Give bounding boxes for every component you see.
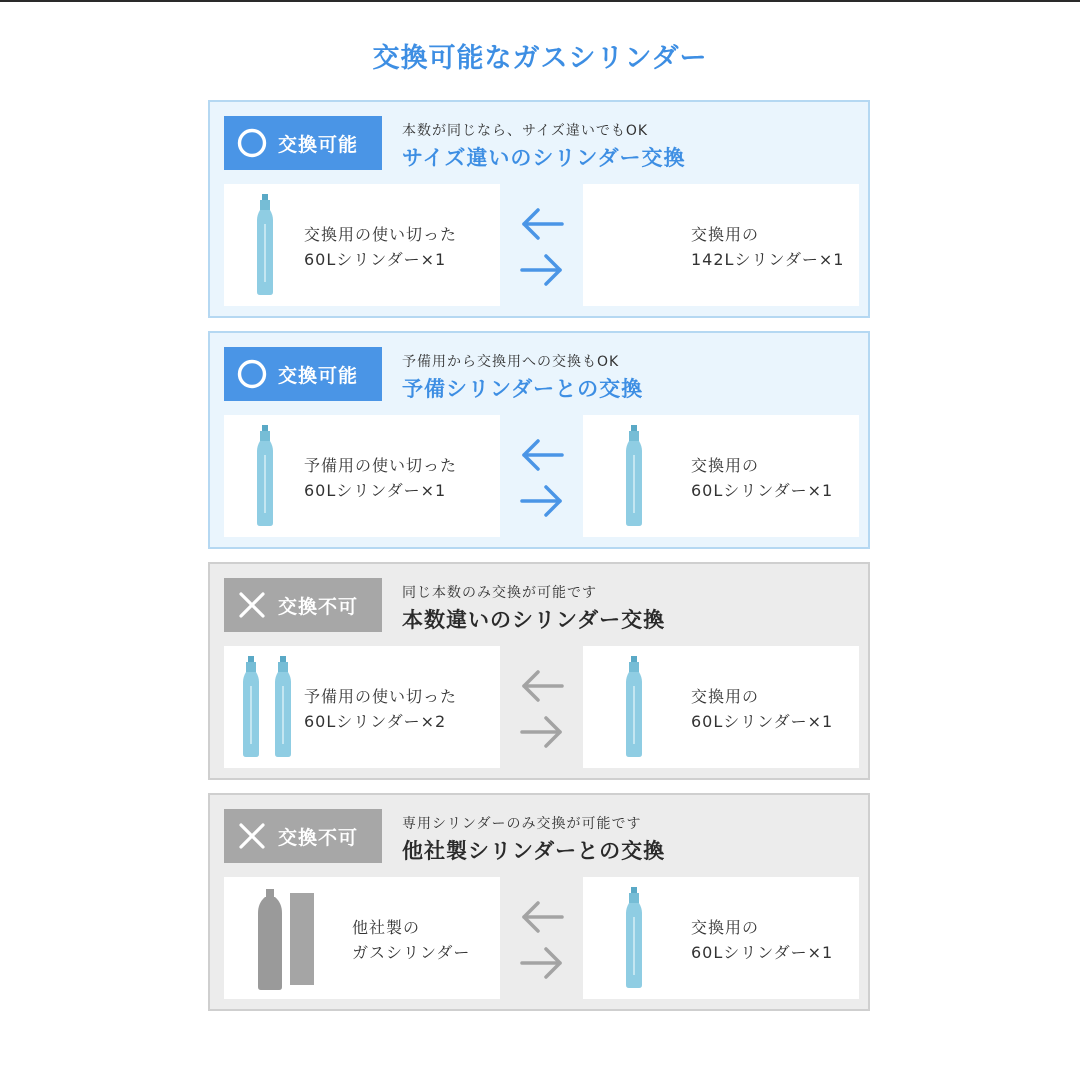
- card-headline: 他社製シリンダーとの交換: [402, 839, 666, 863]
- exchange-to-text: [691, 684, 833, 734]
- card-headline: 予備シリンダーとの交換: [402, 377, 644, 401]
- exchange-to-line1: 交換用の: [691, 918, 760, 937]
- exchange-to-text: [691, 453, 833, 503]
- page-title: 交換可能なガスシリンダー: [372, 43, 708, 74]
- status-badge-ng: [224, 809, 382, 863]
- exchange-card-other-brand: [208, 793, 870, 1011]
- exchange-to-line1: 交換用の: [691, 456, 760, 475]
- status-badge-ng: [224, 578, 382, 632]
- card-headline: 本数違いのシリンダー交換: [402, 608, 666, 632]
- exchange-to-box: [583, 646, 859, 768]
- exchange-from-box: [224, 415, 500, 537]
- exchange-to-box: [583, 415, 859, 537]
- badge-label: 交換可能: [278, 133, 359, 156]
- exchange-from-text: [304, 222, 457, 272]
- exchange-to-box: [583, 184, 859, 306]
- cylinder-icon: [621, 887, 647, 989]
- card-headline: サイズ違いのシリンダー交換: [402, 146, 686, 170]
- cylinder-icon: [270, 656, 296, 758]
- circle-icon: [236, 358, 268, 390]
- status-badge-ok: [224, 347, 382, 401]
- exchange-from-line2: ガスシリンダー: [352, 943, 471, 962]
- card-subtitle: 本数が同じなら、サイズ違いでもOK: [402, 123, 649, 139]
- cylinder-icon: [252, 425, 278, 527]
- card-subtitle: 専用シリンダーのみ交換が可能です: [402, 816, 642, 832]
- exchange-card-spare-cylinder: [208, 331, 870, 549]
- exchange-from-line2: 60Lシリンダー×1: [304, 481, 447, 500]
- exchange-arrows-icon: [518, 202, 566, 292]
- exchange-from-line2: 60Lシリンダー×1: [304, 250, 447, 269]
- exchange-to-line2: 60Lシリンダー×1: [691, 943, 834, 962]
- cross-icon: [236, 820, 268, 852]
- exchange-to-line2: 60Lシリンダー×1: [691, 481, 834, 500]
- exchange-to-line1: 交換用の: [691, 687, 760, 706]
- exchange-from-box: [224, 877, 500, 999]
- exchange-to-text: [691, 915, 833, 965]
- exchange-from-box: [224, 184, 500, 306]
- exchange-to-box: [583, 877, 859, 999]
- exchange-from-line2: 60Lシリンダー×2: [304, 712, 447, 731]
- exchange-to-line2: 142Lシリンダー×1: [691, 250, 845, 269]
- exchange-to-text: [691, 222, 844, 272]
- status-badge-ok: [224, 116, 382, 170]
- cross-icon: [236, 589, 268, 621]
- card-subtitle: 同じ本数のみ交換が可能です: [402, 585, 597, 601]
- cylinder-icon: [238, 656, 264, 758]
- badge-label: 交換可能: [278, 364, 359, 387]
- exchange-from-text: [304, 684, 457, 734]
- exchange-from-line1: 交換用の使い切った: [304, 225, 458, 244]
- exchange-card-size-difference: [208, 100, 870, 318]
- exchange-to-line1: 交換用の: [691, 225, 760, 244]
- exchange-from-box: [224, 646, 500, 768]
- exchange-from-text: [352, 915, 470, 965]
- cylinder-icon: [252, 194, 278, 296]
- exchange-from-line1: 予備用の使い切った: [304, 687, 458, 706]
- exchange-card-quantity-difference: [208, 562, 870, 780]
- cylinder-icon: [621, 656, 647, 758]
- other-brand-cylinder-icon: [254, 889, 324, 991]
- exchange-from-text: [304, 453, 457, 503]
- card-subtitle: 予備用から交換用への交換もOK: [402, 354, 620, 370]
- exchange-arrows-icon: [518, 433, 566, 523]
- exchange-arrows-icon: [518, 664, 566, 754]
- exchange-from-line1: 他社製の: [352, 918, 421, 937]
- badge-label: 交換不可: [278, 826, 359, 849]
- exchange-arrows-icon: [518, 895, 566, 985]
- exchange-to-line2: 60Lシリンダー×1: [691, 712, 834, 731]
- exchange-from-line1: 予備用の使い切った: [304, 456, 458, 475]
- badge-label: 交換不可: [278, 595, 359, 618]
- top-divider: [0, 0, 1080, 2]
- cylinder-icon: [621, 425, 647, 527]
- circle-icon: [236, 127, 268, 159]
